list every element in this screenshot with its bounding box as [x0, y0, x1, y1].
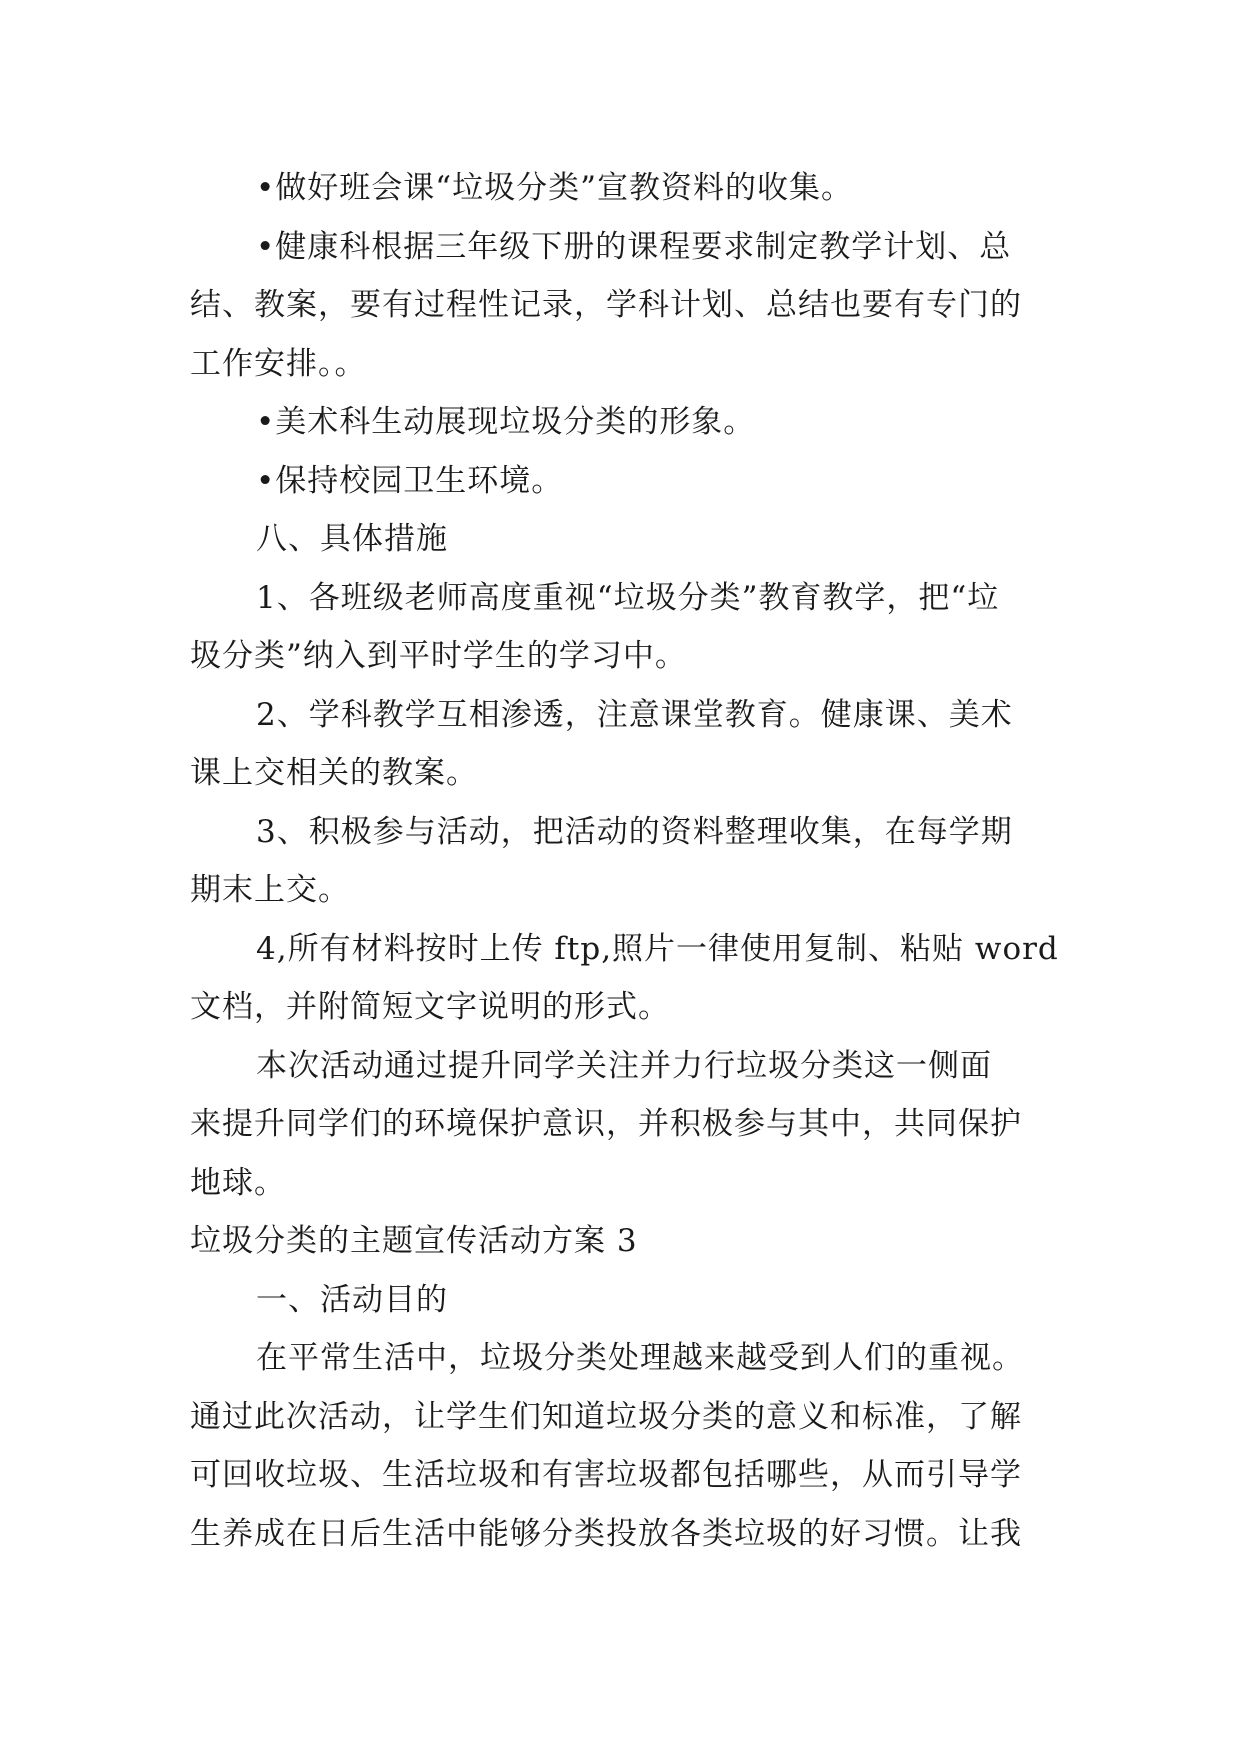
paragraph-line: 通过此次活动，让学生们知道垃圾分类的意义和标准，了解 [190, 1398, 1022, 1435]
paragraph-line: 生养成在日后生活中能够分类投放各类垃圾的好习惯。让我 [190, 1515, 1022, 1552]
paragraph-line: 地球。 [190, 1164, 286, 1201]
bullet-item: •做好班会课“垃圾分类”宣教资料的收集。 [256, 170, 853, 206]
bullet-item: •健康科根据三年级下册的课程要求制定教学计划、总 [256, 228, 1012, 265]
numbered-item: 2、学科教学互相渗透，注意课堂教育。健康课、美术 [256, 696, 1013, 733]
paragraph-line: 期末上交。 [190, 872, 350, 908]
numbered-item: 4,所有材料按时上传 ftp,照片一律使用复制、粘贴 word [256, 930, 1059, 967]
paragraph-line: 课上交相关的教案。 [190, 755, 478, 791]
section-heading: 一、活动目的 [256, 1281, 448, 1318]
paragraph-line: 可回收垃圾、生活垃圾和有害垃圾都包括哪些，从而引导学 [190, 1457, 1022, 1493]
paragraph-line: 工作安排。。 [190, 345, 367, 382]
numbered-item: 1、各班级老师高度重视“垃圾分类”教育教学，把“垃 [256, 579, 1000, 616]
bullet-item: •保持校园卫生环境。 [256, 462, 564, 499]
section-heading: 八、具体措施 [256, 521, 448, 557]
document-title: 垃圾分类的主题宣传活动方案 3 [190, 1223, 638, 1259]
paragraph-line: 在平常生活中，垃圾分类处理越来越受到人们的重视。 [256, 1340, 1024, 1376]
paragraph-line: 文档，并附简短文字说明的形式。 [190, 989, 670, 1025]
document-body [190, 159, 1070, 1563]
paragraph-line: 结、教案，要有过程性记录，学科计划、总结也要有专门的 [190, 287, 1022, 323]
paragraph-line: 来提升同学们的环境保护意识，并积极参与其中，共同保护 [190, 1106, 1022, 1142]
paragraph-line: 圾分类”纳入到平时学生的学习中。 [190, 638, 687, 674]
numbered-item: 3、积极参与活动，把活动的资料整理收集，在每学期 [256, 813, 1013, 850]
bullet-item: •美术科生动展现垃圾分类的形象。 [256, 404, 756, 440]
paragraph-line: 本次活动通过提升同学关注并力行垃圾分类这一侧面 [256, 1047, 992, 1084]
